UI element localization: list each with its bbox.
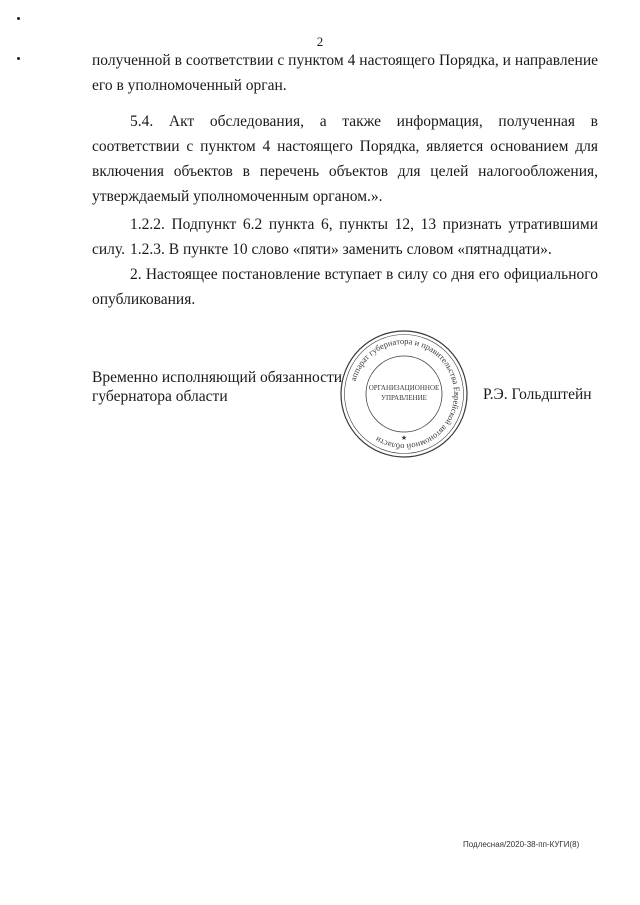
paragraph-5-4: 5.4. Акт обследования, а также информация, полученная в соответствии с пунктом 4 настоящего Порядка, является основанием для включения объектов в перечень объектов для целей налогообложения, утверждаемый уполномоченным органом.». [92,113,598,205]
page-number: 2 [316,34,324,49]
stamp-star-icon: ★ [400,434,408,442]
scan-dot [17,17,20,20]
paragraph-effective-date: 2. Настоящее постановление вступает в силу со дня его официального опубликования. [92,266,598,308]
signatory-name: Р.Э. Гольдштейн [483,386,592,403]
signatory-position-line2: губернатора области [92,388,228,405]
official-stamp [334,324,474,464]
scan-dot [17,57,20,60]
signatory-position [92,368,342,406]
signatory-position-line1: Временно исполняющий обязанности [92,369,343,386]
paragraph-continuation: полученной в соответствии с пунктом 4 настоящего Порядка, и направление его в уполномоченный орган. [92,52,598,94]
stamp-center-line2: УПРАВЛЕНИЕ [381,394,427,402]
paragraph-1-2-3: 1.2.3. В пункте 10 слово «пяти» заменить словом «пятнадцати». [130,241,552,258]
stamp-center-line1: ОРГАНИЗАЦИОННОЕ [368,384,440,392]
document-code: Подлесная/2020-38-пп-КУГИ(8) [463,840,580,849]
stamp-ring-text: аппарат губернатора и правительства Еврейской автономной области [347,335,463,453]
paragraph-1-2-2: 1.2.2. Подпункт 6.2 пункта 6, пункты 12, 13 признать утратившими силу. [92,216,598,258]
